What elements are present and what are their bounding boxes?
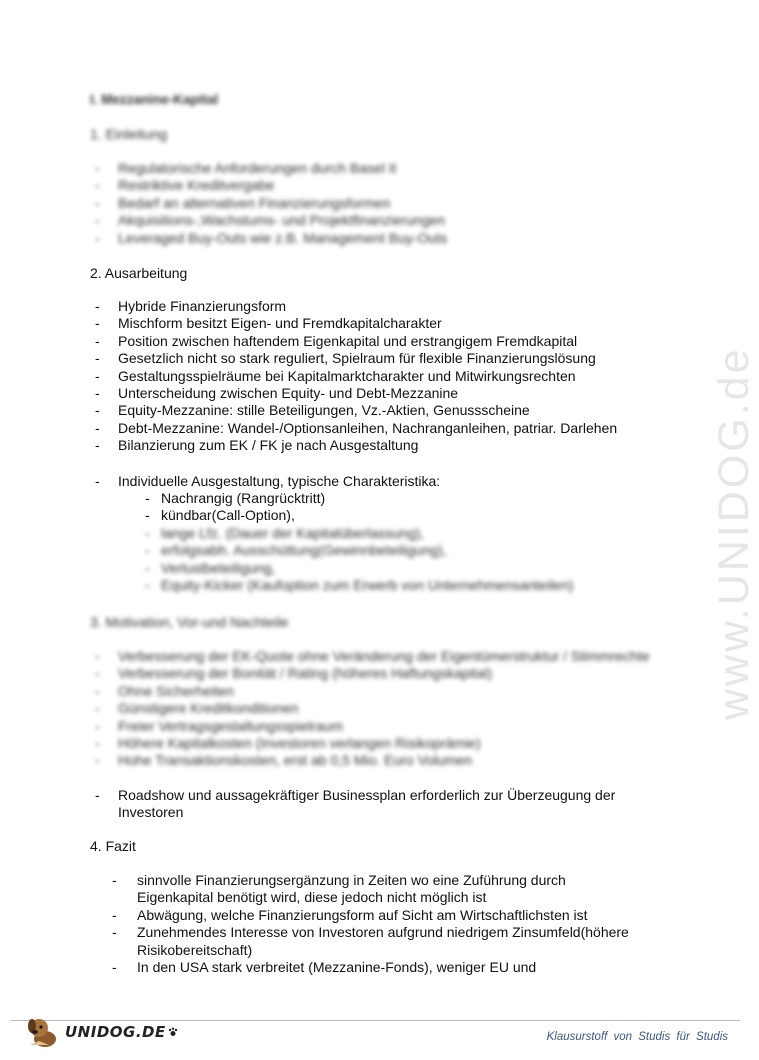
footer-logo[interactable] [25, 1015, 178, 1049]
list-item: - Mischform besitzt Eigen- und Fremdkapitalcharakter [95, 315, 442, 332]
list-item: - Höhere Kapitalkosten (Investoren verlangen Risikoprämie) [95, 735, 481, 752]
footer-tagline: Klausurstoff von Studis für Studis [546, 1031, 728, 1043]
charakteristika-list [93, 473, 683, 490]
ausarbeitung-list [93, 298, 683, 455]
paw-icon [168, 1027, 178, 1037]
list-item: - Bedarf an alternativen Finanzierungsformen [95, 194, 391, 211]
list-item: - Hybride Finanzierungsform [95, 298, 287, 314]
list-item: - Unterscheidung zwischen Equity- und Debt-Mezzanine [95, 385, 459, 402]
section-heading-einleitung: 1. Einleitung [90, 126, 168, 142]
list-item: - In den USA stark verbreitet (Mezzanine-Fonds), weniger EU und [112, 959, 537, 976]
list-item: - Freier Vertragsgestaltungsspielraum [95, 717, 343, 734]
list-item: - Regulatorische Anforderungen durch Basel II [95, 160, 397, 176]
list-item: - erfolgsabh. Ausschüttung(Gewinnbeteiligung), [145, 542, 447, 559]
motivation-last-list [93, 787, 653, 822]
list-item: - Leveraged Buy-Outs wie z.B. Management Buy-Outs [95, 229, 448, 246]
list-item: - sinnvolle Finanzierungsergänzung in Zeiten wo eine Zuführung durch Eigenkapital benötigt wird, diese jedoch nicht möglich ist [112, 872, 566, 906]
motivation-list [93, 648, 653, 770]
einleitung-list [93, 160, 653, 247]
list-item: - Position zwischen haftendem Eigenkapital und erstrangigem Fremdkapital [95, 332, 578, 349]
section-heading-motivation: 3. Motivation, Vor-und Nachteile [90, 614, 289, 630]
list-item: - Zunehmendes Interesse von Investoren aufgrund niedrigem Zinsumfeld(höhere Risikobereitschaft) [112, 924, 629, 958]
fazit-list [110, 872, 630, 976]
list-item: - Hohe Transaktionskosten, erst ab 0,5 Mio. Euro Volumen [95, 752, 473, 769]
list-item: - Verlustbeteiligung, [145, 559, 276, 576]
list-item: - kündbar(Call-Option), [145, 507, 295, 524]
list-item: - Günstigere Kreditkonditionen [95, 700, 299, 717]
list-item: - Debt-Mezzanine: Wandel-/Optionsanleihen, Nachranganleihen, patriar. Darlehen [95, 419, 618, 436]
dog-mascot-icon [25, 1015, 61, 1049]
logo-text: UNIDOG.DE [65, 1023, 166, 1041]
list-item: - Verbesserung der EK-Quote ohne Veränderung der Eigentümerstruktur / Stimmrechte [95, 648, 650, 664]
list-item: - Akquisitions-,Wachstums- und Projektfinanzierungen [95, 212, 446, 229]
section-heading-ausarbeitung: 2. Ausarbeitung [90, 265, 188, 281]
list-item: - Abwägung, welche Finanzierungsform auf Sicht am Wirtschaftlichsten ist [112, 906, 588, 923]
page-title: I. Mezzanine-Kapital [90, 92, 219, 107]
list-item: - Roadshow und aussagekräftiger Businessplan erforderlich zur Überzeugung der Investoren [95, 787, 616, 821]
list-item: - Equity-Mezzanine: stille Beteiligungen, Vz.-Aktien, Genussscheine [95, 402, 530, 419]
charakteristika-sub-list [143, 490, 663, 594]
list-item: - Individuelle Ausgestaltung, typische Charakteristika: [95, 473, 441, 489]
list-item: - Bilanzierung zum EK / FK je nach Ausgestaltung [95, 437, 419, 454]
list-item: - Verbesserung der Bonität / Rating (höheres Haftungskapital) [95, 665, 493, 682]
list-item: - Gesetzlich nicht so stark reguliert, Spielraum für flexible Finanzierungslösung [95, 350, 596, 367]
list-item: - Restriktive Kreditvergabe [95, 177, 275, 194]
list-item: - Equity-Kicker (Kaufoption zum Erwerb von Unternehmensanteilen) [145, 577, 574, 594]
list-item: - lange Lfz. (Dauer der Kapitalüberlassung), [145, 524, 425, 541]
list-item: - Nachrangig (Rangrücktritt) [145, 490, 326, 506]
list-item: - Gestaltungsspielräume bei Kapitalmarktcharakter und Mitwirkungsrechten [95, 367, 576, 384]
watermark: www.UNIDOG.de [710, 346, 758, 720]
section-heading-fazit: 4. Fazit [90, 838, 136, 854]
list-item: - Ohne Sicherheiten [95, 682, 234, 699]
